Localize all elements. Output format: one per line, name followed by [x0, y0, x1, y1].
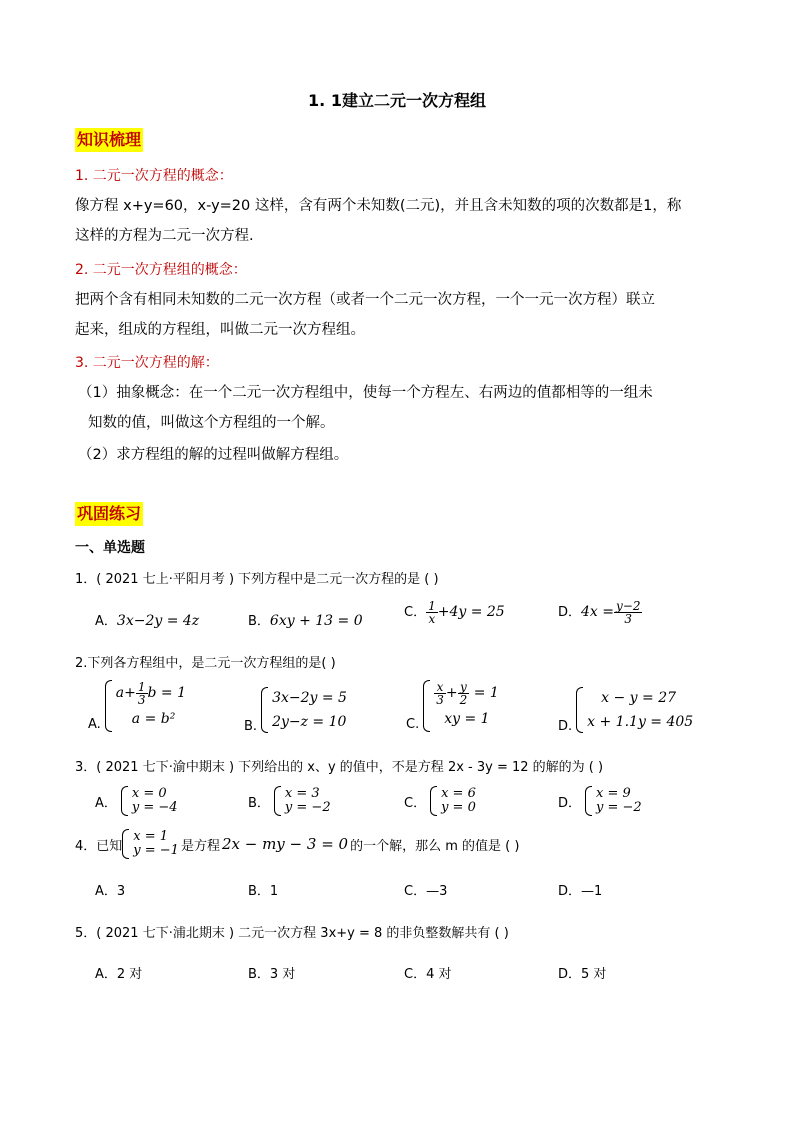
- q1-a-label: A．: [95, 614, 117, 629]
- concept2-text: [75, 285, 725, 345]
- q3-option-c[interactable]: [404, 786, 476, 816]
- q1-a-math: 3x−2y = 4z: [116, 613, 200, 629]
- q5-option-d[interactable]: D．5 对: [558, 967, 607, 982]
- q3-a-row1: x = 0: [131, 786, 167, 801]
- q1-c-rest: +4y = 25: [437, 604, 505, 620]
- q4-pre: 4．已知: [75, 838, 123, 854]
- q1-d-den: 3: [624, 612, 633, 626]
- q4-stem: [75, 829, 523, 859]
- q4-option-a[interactable]: A．3: [95, 884, 126, 899]
- q2-b-rows: [272, 686, 347, 734]
- q4-equation: 2x − my − 3 = 0: [221, 835, 349, 853]
- q4-mid: 是方程: [180, 838, 220, 854]
- concept2-line1: 把两个含有相同未知数的二元一次方程（或者一个二元一次方程，一个一元一次方程）联立: [75, 292, 655, 308]
- q5-option-c[interactable]: C．4 对: [404, 967, 452, 982]
- q2-option-c[interactable]: [406, 680, 499, 732]
- q2-c-r1-n1: x: [434, 681, 446, 694]
- q3-option-b[interactable]: [248, 786, 331, 816]
- q4-row1: x = 1: [133, 829, 169, 844]
- q2-stem: 2.下列各方程组中，是二元一次方程组的是( ): [75, 656, 336, 671]
- q2-c-row2: xy = 1: [444, 711, 490, 727]
- concept2-line2: 起来，组成的方程组，叫做二元一次方程组。: [75, 322, 365, 338]
- q1-option-b[interactable]: [248, 610, 363, 629]
- q1-b-label: B．: [248, 614, 270, 629]
- q2-c-label: C.: [406, 717, 420, 732]
- q1-d-pre: 4x =: [581, 604, 614, 620]
- q1-d-fraction: [614, 600, 642, 625]
- q2-option-a[interactable]: [88, 680, 186, 732]
- q2-option-d[interactable]: [558, 686, 693, 734]
- concept1-line1: 像方程 x+y=60，x-y=20 这样，含有两个未知数(二元)，并且含未知数的项的次数都是1，称: [75, 198, 682, 214]
- q2-a-r1-den: 3: [137, 692, 146, 707]
- section-tag-practice: 巩固练习: [75, 502, 143, 526]
- q3-c-row2: y = 0: [441, 800, 476, 815]
- concept1-text: [75, 191, 725, 251]
- q2-b-row2: 2y−z = 10: [272, 714, 347, 730]
- q5-stem: 5．( 2021 七下·浦北期末 ) 二元一次方程 3x+y = 8 的非负整数解共有 ( ): [75, 926, 509, 941]
- q1-c-fraction: [426, 600, 438, 625]
- q2-c-r1-d2: 2: [459, 692, 468, 707]
- q1-d-num: y−2: [616, 599, 641, 613]
- q3-b-label: B．: [248, 795, 270, 811]
- q2-a-row1: [116, 680, 186, 706]
- concept3-item2: （2）求方程组的解的过程叫做解方程组。: [78, 447, 349, 463]
- q3-d-brace: [585, 786, 592, 816]
- q1-b-math: 6xy + 13 = 0: [269, 613, 363, 629]
- q3-a-label: A．: [95, 795, 117, 811]
- q3-stem: 3．( 2021 七下·渝中期末 ) 下列给出的 x、y 的值中，不是方程 2x - 3y = 12 的解的为 ( ): [75, 760, 604, 775]
- concept2-heading: 2. 二元一次方程组的概念：: [75, 262, 247, 278]
- concept3-item1: [78, 378, 728, 438]
- q1-option-a[interactable]: [95, 610, 199, 629]
- q2-a-r1-post: b = 1: [147, 685, 187, 701]
- q3-d-row1: x = 9: [596, 786, 631, 801]
- q2-a-brace: [105, 680, 112, 732]
- q3-d-rows: [596, 787, 642, 815]
- part-title: 一、单选题: [75, 540, 145, 556]
- q3-a-brace: [121, 786, 128, 816]
- q2-c-rows: [434, 680, 499, 732]
- q5-option-a[interactable]: A．2 对: [95, 967, 143, 982]
- q2-a-label: A.: [88, 717, 101, 732]
- q2-d-row2: x + 1.1y = 405: [587, 714, 694, 730]
- q4-row2: y = −1: [133, 843, 179, 858]
- q3-c-rows: [441, 787, 476, 815]
- q2-c-r1-frac1: [434, 681, 446, 706]
- q4-brace: [122, 829, 129, 859]
- q2-a-r1-num: 1: [137, 679, 146, 694]
- q2-c-r1-d1: 3: [436, 692, 444, 707]
- q3-b-row2: y = −2: [284, 800, 331, 815]
- q4-option-b[interactable]: B．1: [248, 884, 279, 899]
- q2-d-rows: [587, 686, 693, 734]
- q2-c-r1-post: = 1: [473, 685, 499, 701]
- q3-d-label: D．: [558, 795, 582, 811]
- concept3-item1-line2: 知数的值，叫做这个方程组的一个解。: [88, 415, 335, 431]
- q4-rows: [133, 830, 179, 858]
- concept3-item1-line1: （1）抽象概念：在一个二元一次方程组中，使每一个方程左、右两边的值都相等的一组未: [78, 385, 653, 401]
- q1-c-num: 1: [428, 599, 436, 613]
- q3-c-brace: [430, 786, 437, 816]
- concept1-line2: 这样的方程为二元一次方程.: [75, 228, 254, 244]
- q2-d-label: D.: [558, 719, 573, 734]
- q3-d-row2: y = −2: [596, 800, 642, 815]
- q3-b-row1: x = 3: [284, 786, 320, 801]
- q3-b-rows: [285, 787, 331, 815]
- q1-c-label: C．: [404, 605, 427, 620]
- q3-option-a[interactable]: [95, 786, 178, 816]
- q3-a-row2: y = −4: [131, 800, 178, 815]
- q2-c-row1: [434, 680, 499, 706]
- q2-c-brace: [423, 680, 430, 732]
- q3-c-label: C．: [404, 795, 427, 811]
- q4-post: 的一个解，那么 m 的值是 ( ): [350, 838, 520, 854]
- section-tag-knowledge: 知识梳理: [75, 128, 143, 152]
- q2-a-row2: a = b²: [131, 711, 176, 727]
- concept3-heading: 3. 二元一次方程的解：: [75, 355, 219, 371]
- q2-c-r1-frac2: [458, 681, 470, 706]
- q1-option-d[interactable]: [558, 600, 642, 625]
- q1-stem: 1．( 2021 七上·平阳月考 ) 下列方程中是二元一次方程的是 ( ): [75, 572, 439, 587]
- concept1-heading: 1. 二元一次方程的概念：: [75, 168, 233, 184]
- q2-option-b[interactable]: [244, 686, 347, 734]
- q2-a-r1-pre: a+: [115, 685, 136, 701]
- q3-c-row1: x = 6: [441, 786, 476, 801]
- q2-d-brace: [576, 687, 583, 733]
- q1-d-label: D．: [558, 605, 582, 620]
- q2-a-r1-fraction: [136, 681, 148, 706]
- q2-c-r1-mid: +: [445, 685, 458, 701]
- q3-option-d[interactable]: [558, 786, 642, 816]
- q4-option-c[interactable]: C．—3: [404, 884, 448, 899]
- q3-b-brace: [274, 786, 281, 816]
- q4-option-d[interactable]: D．—1: [558, 884, 603, 899]
- q2-b-brace: [261, 687, 268, 733]
- q2-b-label: B.: [244, 719, 258, 734]
- q1-c-den: x: [428, 612, 436, 626]
- q2-b-row1: 3x−2y = 5: [272, 690, 347, 706]
- q2-a-rows: [116, 680, 186, 732]
- q2-d-row1: x − y = 27: [601, 690, 677, 706]
- page-title: 1. 1建立二元一次方程组: [308, 91, 486, 110]
- q3-a-rows: [132, 787, 178, 815]
- q5-option-b[interactable]: B．3 对: [248, 967, 296, 982]
- q1-option-c[interactable]: [404, 600, 505, 625]
- q2-c-r1-n2: y: [458, 681, 470, 694]
